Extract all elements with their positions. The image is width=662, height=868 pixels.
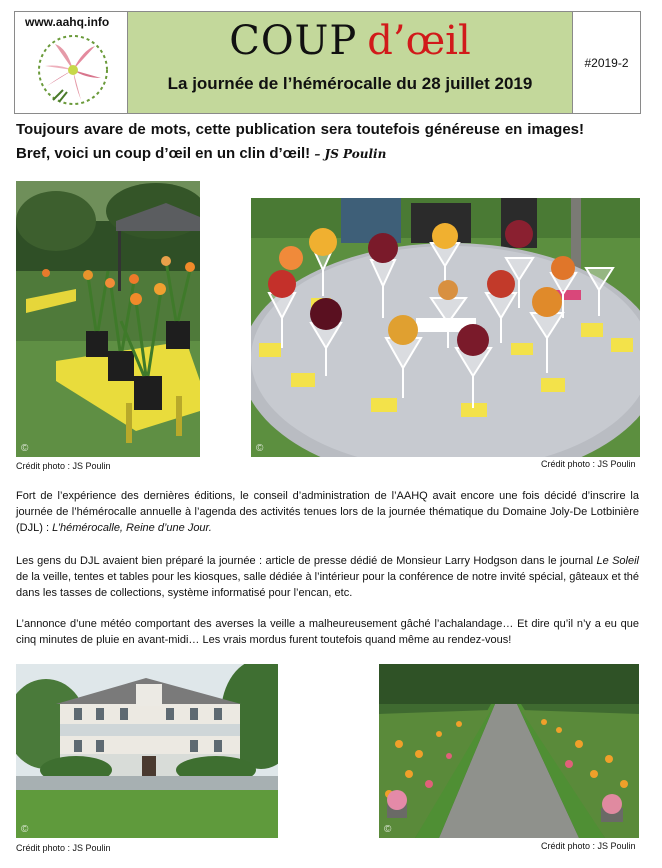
paragraph-2-journal: Le Soleil [596,555,639,567]
issue-number: #2019-2 [584,55,629,70]
photo-daylilies-in-glasses-image [251,198,640,457]
title-word-coup: COUP [229,18,358,64]
photo2-credit: Crédit photo : JS Poulin [541,459,636,469]
site-url[interactable]: www.aahq.info [25,15,110,29]
photo-potted-daylilies [16,181,200,457]
photo-garden-path [379,664,639,838]
paragraph-3 [16,616,639,648]
photo-garden-path-image [379,664,639,838]
photo-manor-house-image [16,664,278,838]
newsletter-header [14,11,641,114]
photo-copyright-mark: © [21,443,29,454]
intro-signature: – JS Poulin [314,147,387,161]
newsletter-title [128,18,572,64]
paragraph-2-text-a: Les gens du DJL avaient bien préparé la journée : article de presse dédié de Monsieur Larry Hodgson dans le journal [16,555,597,567]
photo1-credit: Crédit photo : JS Poulin [16,461,111,471]
title-banner [128,12,573,113]
photo-potted-daylilies-image [16,181,200,457]
newsletter-subtitle: La journée de l’hémérocalle du 28 juillet 2019 [167,74,533,93]
intro-text [16,118,584,166]
photo-manor-house [16,664,278,838]
photo-daylilies-in-glasses [251,198,640,457]
paragraph-2 [16,553,639,601]
paragraph-2-text-b: de la veille, tentes et tables pour les kiosques, salle dédiée à l’intérieur pour la conférence de notre invité spécial, gâteaux et thé dans les tasses de collections, système informatisé pour l’encan, etc. [16,571,639,599]
photo-copyright-mark: © [256,443,264,454]
paragraph-1-theme: L’hémérocalle, Reine d’une Jour. [52,522,212,534]
title-word-doeil: d’œil [367,18,471,64]
paragraph-1-text: Fort de l’expérience des dernières éditions, le conseil d’administration de l’AAHQ avait encore une fois décidé d’inscrire la journée de l’hémérocalle annuelle à l’agenda des activités tenues lors de la journée thématique du Domaine Joly-De Lotbinière (DJL) : [16,490,639,534]
logo-box [15,12,128,113]
photo3-credit: Crédit photo : JS Poulin [16,843,111,853]
photo-copyright-mark: © [384,824,392,835]
daylily-logo-icon [33,30,113,108]
paragraph-3-text: L’annonce d’une météo comportant des averses la veille a malheureusement gâché l’achalandage… Et dire qu’il n’y a eu que cinq minutes de pluie en avant-midi… Les vrais mordus furent toutefois quand même au rendez-vous! [16,618,639,646]
intro-body: Toujours avare de mots, cette publication sera toutefois généreuse en images! Bref, voici un coup d’œil en un clin d’œil! [16,121,584,162]
photo4-credit: Crédit photo : JS Poulin [541,841,636,851]
paragraph-1 [16,488,639,536]
photo-copyright-mark: © [21,824,29,835]
